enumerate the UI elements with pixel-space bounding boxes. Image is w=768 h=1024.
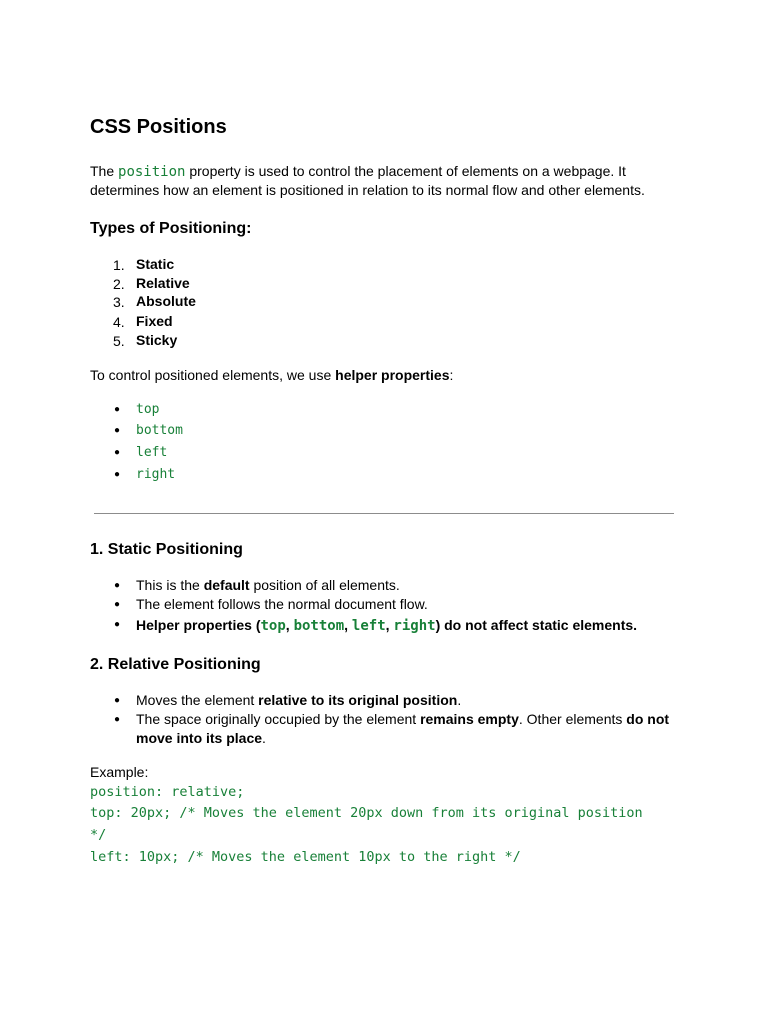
- code-line: position: relative;: [90, 784, 245, 800]
- static-heading: 1. Static Positioning: [90, 541, 243, 558]
- types-heading: Types of Positioning:: [90, 220, 252, 237]
- bullet-icon: ●: [114, 447, 121, 458]
- bullet-bold: relative to its original position: [258, 692, 458, 708]
- separator: ,: [344, 617, 352, 633]
- inline-code-right: right: [393, 618, 436, 634]
- list-item-label: Sticky: [136, 332, 178, 348]
- bullet-text: Helper properties (: [136, 617, 261, 633]
- intro-line-2: determines how an element is positioned in relation to its normal flow and other elements.: [90, 182, 645, 198]
- intro-text: property is used to control the placement of elements on a webpage. It: [185, 163, 626, 179]
- bullet-text: position of all elements.: [249, 577, 400, 593]
- helper-intro-text: To control positioned elements, we use: [90, 367, 336, 383]
- bullet-text: This is the: [136, 577, 204, 593]
- inline-code-bottom: bottom: [293, 618, 345, 634]
- list-number: 4.: [113, 314, 125, 330]
- bullet-icon: ●: [114, 619, 121, 630]
- bullet-text: .: [457, 692, 462, 708]
- bullet-bold: default: [203, 577, 250, 593]
- relative-heading: 2. Relative Positioning: [90, 656, 261, 673]
- page-title: CSS Positions: [90, 116, 227, 138]
- bullet-icon: ●: [114, 469, 121, 480]
- relative-bullet-2: [136, 710, 669, 729]
- list-number: 3.: [113, 294, 125, 310]
- code-line: left: 10px; /* Moves the element 10px to the right */: [90, 849, 521, 865]
- bullet-text: The space originally occupied by the element: [136, 711, 421, 727]
- bullet-icon: ●: [114, 580, 121, 591]
- intro-text: The: [90, 163, 119, 179]
- list-item-label: Static: [136, 256, 175, 272]
- code-line: */: [90, 827, 107, 843]
- inline-code-top: top: [260, 618, 286, 634]
- relative-bullet-2-line-2: [136, 729, 266, 748]
- bullet-bold: do not: [626, 711, 670, 727]
- bullet-icon: ●: [114, 695, 121, 706]
- inline-code-top: top: [136, 402, 160, 417]
- separator: ,: [385, 617, 394, 633]
- inline-code-left: left: [136, 445, 168, 460]
- static-bullet-2: The element follows the normal document flow.: [136, 596, 428, 612]
- bullet-icon: ●: [114, 714, 121, 725]
- horizontal-divider: [94, 513, 674, 514]
- bullet-bold: remains empty: [420, 711, 519, 727]
- relative-bullet-1: [136, 691, 461, 710]
- bullet-icon: ●: [114, 425, 121, 436]
- static-bullet-3: [136, 616, 637, 636]
- bullet-text: .: [262, 730, 266, 746]
- list-number: 5.: [113, 333, 125, 349]
- inline-code-left: left: [351, 618, 386, 634]
- helper-intro: [90, 366, 453, 385]
- list-item-label: Fixed: [136, 313, 173, 329]
- separator: ,: [285, 617, 294, 633]
- example-label: Example:: [90, 764, 149, 780]
- bullet-text: . Other elements: [518, 711, 627, 727]
- inline-code-right: right: [136, 467, 176, 482]
- list-number: 2.: [113, 276, 125, 292]
- helper-intro-bold: helper properties: [335, 367, 450, 383]
- inline-code-bottom: bottom: [136, 423, 183, 438]
- bullet-icon: ●: [114, 599, 121, 610]
- list-item-label: Relative: [136, 275, 190, 291]
- inline-code-position: position: [118, 164, 186, 180]
- list-number: 1.: [113, 257, 125, 273]
- intro-line-1: [90, 162, 626, 182]
- bullet-text: Moves the element: [136, 692, 259, 708]
- bullet-bold: move into its place: [136, 730, 263, 746]
- code-line: top: 20px; /* Moves the element 20px down from its original position: [90, 805, 643, 821]
- bullet-icon: ●: [114, 404, 121, 415]
- bullet-text: ) do not affect static elements.: [435, 617, 638, 633]
- static-bullet-1: [136, 576, 400, 595]
- list-item-label: Absolute: [136, 293, 196, 309]
- helper-intro-colon: :: [449, 367, 454, 383]
